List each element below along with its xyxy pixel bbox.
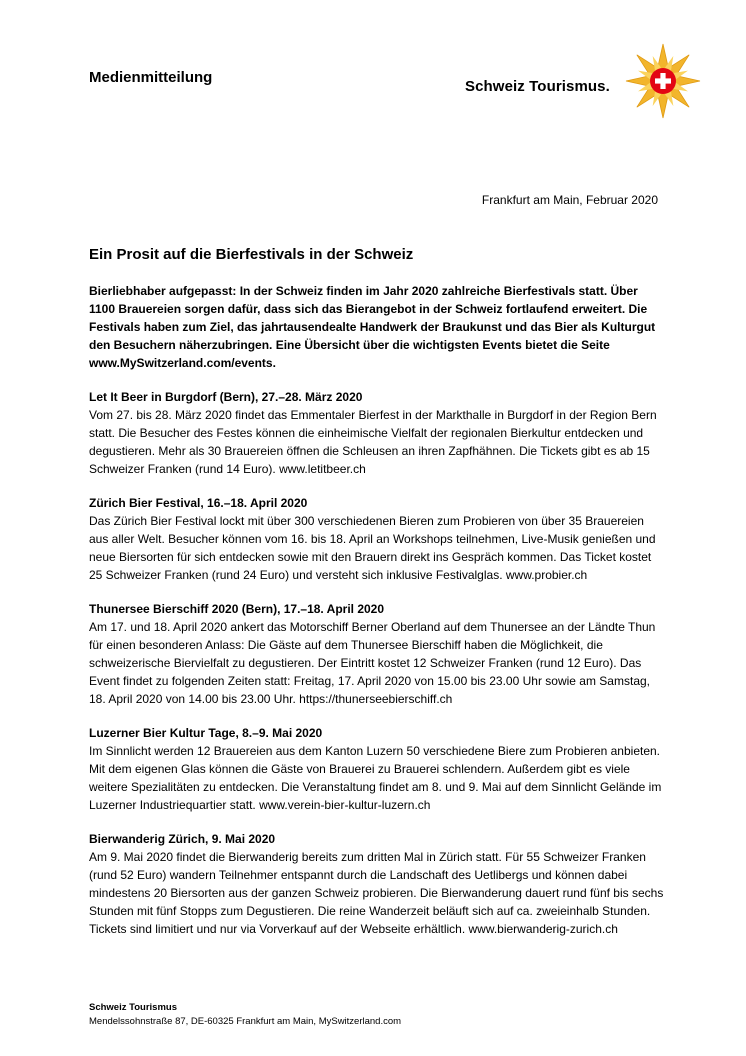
event-section <box>89 724 664 814</box>
event-section <box>89 600 664 708</box>
event-description: Im Sinnlicht werden 12 Brauereien aus dem Kanton Luzern 50 verschiedene Biere zum Probieren anbieten. Mit dem eigenen Glas können die Gäste von Brauerei zu Brauerei schlendern. Außerdem gibt es viele weitere Spezialitäten zu entdecken. Die Veranstaltung findet am 8. und 9. Mai auf dem Sinnlicht Gelände im Luzerner Industriequartier statt. www.verein-bier-kultur-luzern.ch <box>89 744 662 812</box>
document-type-label: Medienmitteilung <box>89 69 213 86</box>
event-description: Vom 27. bis 28. März 2020 findet das Emmentaler Bierfest in der Markthalle in Burgdorf in der Region Bern statt. Die Besucher des Festes können die einheimische Vielfalt der regionalen Bierkultur entdecken und degustieren. Mehr als 30 Brauereien öffnen die Schleusen an ihren Zapfhähnen. Die Tickets gibt es ab 15 Schweizer Franken (rund 14 Euro). www.letitbeer.ch <box>89 408 657 476</box>
brand-name: Schweiz Tourismus. <box>465 78 610 95</box>
event-title: Zürich Bier Festival, 16.–18. April 2020 <box>89 496 308 510</box>
footer-organization: Schweiz Tourismus <box>89 1002 177 1013</box>
event-section <box>89 494 664 584</box>
lead-paragraph: Bierliebhaber aufgepasst: In der Schweiz finden im Jahr 2020 zahlreiche Bierfestivals statt. Über 1100 Brauereien sorgen dafür, dass sich das Bierangebot in der Schweiz fortlaufend erweitert. Die Festivals haben zum Ziel, das jahrtausendealte Handwerk der Braukunst und das Bier als Kulturgut den Besuchern näherzubringen. Eine Übersicht über die wichtigsten Events bietet die Seite www.MySwitzerland.com/events. <box>89 284 656 370</box>
event-title: Luzerner Bier Kultur Tage, 8.–9. Mai 2020 <box>89 726 323 740</box>
event-title: Bierwanderig Zürich, 9. Mai 2020 <box>89 832 276 846</box>
schweiz-tourismus-logo <box>622 42 704 120</box>
event-title: Thunersee Bierschiff 2020 (Bern), 17.–18. April 2020 <box>89 602 385 616</box>
event-description: Am 17. und 18. April 2020 ankert das Motorschiff Berner Oberland auf dem Thunersee an der Ländte Thun für einen besonderen Anlass: Die Gäste auf dem Thunersee Bierschiff haben die Möglichkeit, die schweizerische Biervielfalt zu degustieren. Der Eintritt kostet 12 Schweizer Franken (rund 12 Euro). Das Event findet zu folgenden Zeiten statt: Freitag, 17. April 2020 von 15.00 bis 23.00 Uhr sowie am Samstag, 18. April 2020 von 14.00 bis 23.00 Uhr. https://thunerseebierschiff.ch <box>89 620 656 706</box>
dateline: Frankfurt am Main, Februar 2020 <box>481 193 658 207</box>
footer <box>89 1001 401 1029</box>
page-title: Ein Prosit auf die Bierfestivals in der Schweiz <box>89 246 414 263</box>
article-body <box>89 282 664 954</box>
event-description: Am 9. Mai 2020 findet die Bierwanderig bereits zum dritten Mal in Zürich statt. Für 55 Schweizer Franken (rund 52 Euro) wandern Teilnehmer entspannt durch die Landschaft des Uetlibergs und können dabei mindestens 20 Biersorten aus der ganzen Schweiz probieren. Die Bierwanderung dauert rund fünf bis sechs Stunden mit fünf Stopps zum Degustieren. Die reine Wanderzeit beläuft sich auf ca. zweieinhalb Stunden. Tickets sind limitiert und nur via Vorverkauf auf der Webseite erhältlich. www.bierwanderig-zurich.ch <box>89 850 664 936</box>
event-title: Let It Beer in Burgdorf (Bern), 27.–28. März 2020 <box>89 390 363 404</box>
footer-address: Mendelssohnstraße 87, DE-60325 Frankfurt am Main, MySwitzerland.com <box>89 1016 402 1027</box>
event-description: Das Zürich Bier Festival lockt mit über 300 verschiedenen Bieren zum Probieren von über 35 Brauereien aus aller Welt. Besucher können vom 16. bis 18. April an Workshops teilnehmen, Live-Musik genießen und neue Biersorten für sich entdecken sowie mit den Brauern direkt ins Gespräch kommen. Das Ticket kostet 25 Schweizer Franken (rund 24 Euro) und versteht sich inklusive Festivalglas. www.probier.ch <box>89 514 656 582</box>
event-section <box>89 830 664 938</box>
event-section <box>89 388 664 478</box>
